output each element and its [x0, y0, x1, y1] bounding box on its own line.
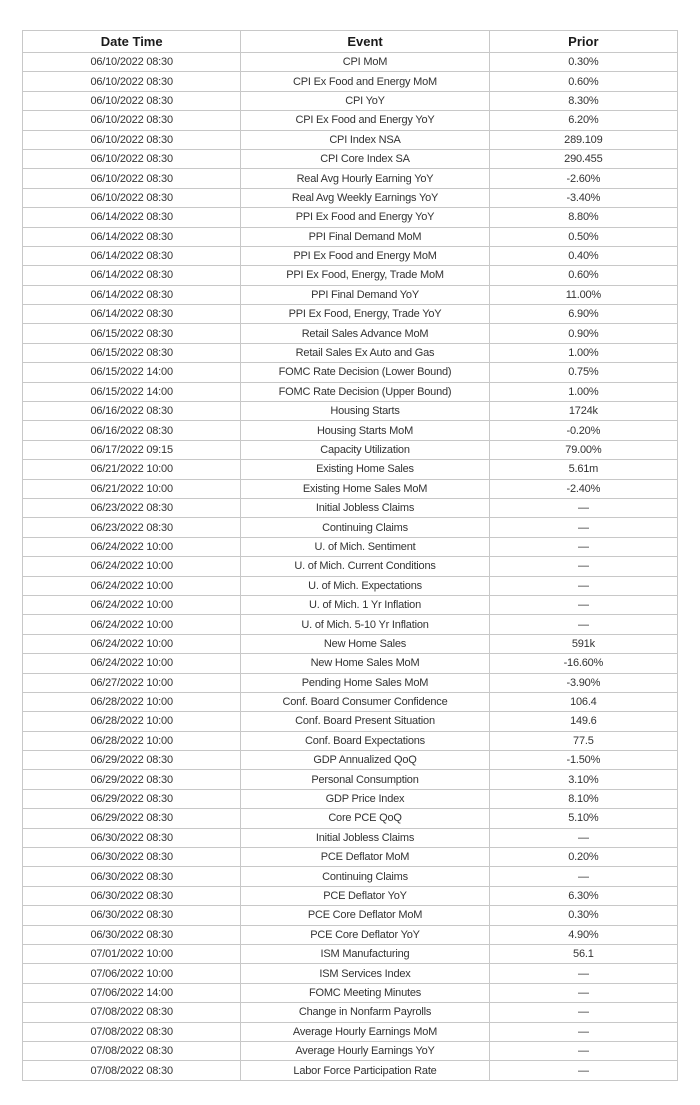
table-row — [23, 111, 678, 130]
cell-prior: 5.61m — [489, 460, 677, 479]
cell-date-time: 06/24/2022 10:00 — [23, 537, 241, 556]
cell-prior: -3.90% — [489, 673, 677, 692]
cell-event: PPI Final Demand MoM — [241, 227, 489, 246]
cell-event: CPI MoM — [241, 53, 489, 72]
cell-prior: 11.00% — [489, 285, 677, 304]
cell-date-time: 06/15/2022 14:00 — [23, 363, 241, 382]
cell-date-time: 06/29/2022 08:30 — [23, 751, 241, 770]
cell-date-time: 06/10/2022 08:30 — [23, 130, 241, 149]
cell-event: FOMC Rate Decision (Upper Bound) — [241, 382, 489, 401]
cell-prior: — — [489, 498, 677, 517]
cell-date-time: 06/28/2022 10:00 — [23, 712, 241, 731]
cell-event: Conf. Board Present Situation — [241, 712, 489, 731]
cell-event: Housing Starts MoM — [241, 421, 489, 440]
cell-date-time: 06/17/2022 09:15 — [23, 440, 241, 459]
table-body — [23, 53, 678, 1081]
table-row — [23, 53, 678, 72]
cell-event: Retail Sales Advance MoM — [241, 324, 489, 343]
cell-event: Housing Starts — [241, 402, 489, 421]
cell-event: Labor Force Participation Rate — [241, 1061, 489, 1080]
cell-date-time: 06/29/2022 08:30 — [23, 770, 241, 789]
cell-event: Existing Home Sales — [241, 460, 489, 479]
cell-event: Continuing Claims — [241, 518, 489, 537]
cell-event: CPI Ex Food and Energy MoM — [241, 72, 489, 91]
table-row — [23, 964, 678, 983]
cell-date-time: 06/10/2022 08:30 — [23, 72, 241, 91]
table-row — [23, 169, 678, 188]
cell-prior: — — [489, 557, 677, 576]
cell-prior: 0.50% — [489, 227, 677, 246]
cell-prior: 4.90% — [489, 925, 677, 944]
table-row — [23, 789, 678, 808]
cell-date-time: 06/16/2022 08:30 — [23, 421, 241, 440]
cell-date-time: 06/23/2022 08:30 — [23, 518, 241, 537]
cell-event: Conf. Board Consumer Confidence — [241, 692, 489, 711]
cell-event: PCE Deflator MoM — [241, 848, 489, 867]
cell-event: Real Avg Hourly Earning YoY — [241, 169, 489, 188]
table-row — [23, 188, 678, 207]
table-row — [23, 983, 678, 1002]
table-row — [23, 848, 678, 867]
cell-prior: -16.60% — [489, 654, 677, 673]
cell-date-time: 06/30/2022 08:30 — [23, 848, 241, 867]
cell-prior: 290.455 — [489, 149, 677, 168]
table-row — [23, 673, 678, 692]
table-row — [23, 557, 678, 576]
column-header-event: Event — [241, 31, 489, 53]
table-row — [23, 751, 678, 770]
cell-event: Capacity Utilization — [241, 440, 489, 459]
table-row — [23, 324, 678, 343]
table-row — [23, 576, 678, 595]
cell-event: ISM Services Index — [241, 964, 489, 983]
table-row — [23, 149, 678, 168]
cell-event: New Home Sales — [241, 634, 489, 653]
cell-event: U. of Mich. 1 Yr Inflation — [241, 595, 489, 614]
cell-event: Initial Jobless Claims — [241, 828, 489, 847]
cell-date-time: 06/24/2022 10:00 — [23, 595, 241, 614]
cell-date-time: 06/16/2022 08:30 — [23, 402, 241, 421]
cell-event: PPI Ex Food and Energy YoY — [241, 208, 489, 227]
table-row — [23, 266, 678, 285]
cell-event: PCE Core Deflator YoY — [241, 925, 489, 944]
cell-date-time: 06/29/2022 08:30 — [23, 809, 241, 828]
table-row — [23, 770, 678, 789]
cell-prior: 6.20% — [489, 111, 677, 130]
cell-date-time: 06/10/2022 08:30 — [23, 188, 241, 207]
cell-date-time: 06/21/2022 10:00 — [23, 479, 241, 498]
cell-prior: — — [489, 1061, 677, 1080]
cell-prior: 0.60% — [489, 266, 677, 285]
cell-event: New Home Sales MoM — [241, 654, 489, 673]
table-row — [23, 246, 678, 265]
cell-date-time: 06/30/2022 08:30 — [23, 828, 241, 847]
cell-prior: 77.5 — [489, 731, 677, 750]
cell-prior: 0.60% — [489, 72, 677, 91]
cell-prior: -2.40% — [489, 479, 677, 498]
cell-prior: -3.40% — [489, 188, 677, 207]
header-row — [23, 31, 678, 53]
table-row — [23, 731, 678, 750]
cell-prior: 8.80% — [489, 208, 677, 227]
cell-prior: 0.30% — [489, 906, 677, 925]
cell-prior: 0.90% — [489, 324, 677, 343]
cell-prior: 0.30% — [489, 53, 677, 72]
cell-date-time: 06/14/2022 08:30 — [23, 285, 241, 304]
cell-date-time: 06/14/2022 08:30 — [23, 305, 241, 324]
cell-event: Continuing Claims — [241, 867, 489, 886]
table-row — [23, 537, 678, 556]
cell-prior: — — [489, 867, 677, 886]
cell-prior: — — [489, 964, 677, 983]
cell-prior: 6.90% — [489, 305, 677, 324]
cell-date-time: 06/30/2022 08:30 — [23, 925, 241, 944]
cell-event: Pending Home Sales MoM — [241, 673, 489, 692]
cell-prior: — — [489, 518, 677, 537]
cell-prior: 56.1 — [489, 944, 677, 963]
cell-prior: — — [489, 828, 677, 847]
cell-event: Existing Home Sales MoM — [241, 479, 489, 498]
cell-event: CPI Core Index SA — [241, 149, 489, 168]
cell-prior: 0.40% — [489, 246, 677, 265]
cell-event: Initial Jobless Claims — [241, 498, 489, 517]
cell-prior: 1724k — [489, 402, 677, 421]
cell-event: U. of Mich. 5-10 Yr Inflation — [241, 615, 489, 634]
table-row — [23, 285, 678, 304]
cell-event: GDP Annualized QoQ — [241, 751, 489, 770]
cell-date-time: 07/08/2022 08:30 — [23, 1041, 241, 1060]
cell-prior: 5.10% — [489, 809, 677, 828]
cell-event: PPI Final Demand YoY — [241, 285, 489, 304]
cell-event: Personal Consumption — [241, 770, 489, 789]
table-row — [23, 1041, 678, 1060]
cell-prior: 1.00% — [489, 382, 677, 401]
cell-prior: — — [489, 537, 677, 556]
cell-date-time: 06/15/2022 14:00 — [23, 382, 241, 401]
table-row — [23, 925, 678, 944]
cell-prior: — — [489, 1003, 677, 1022]
cell-event: PPI Ex Food and Energy MoM — [241, 246, 489, 265]
column-header-date-time: Date Time — [23, 31, 241, 53]
cell-date-time: 06/21/2022 10:00 — [23, 460, 241, 479]
cell-date-time: 06/10/2022 08:30 — [23, 169, 241, 188]
cell-date-time: 06/24/2022 10:00 — [23, 576, 241, 595]
table-row — [23, 208, 678, 227]
cell-prior: 8.10% — [489, 789, 677, 808]
table-row — [23, 1022, 678, 1041]
economic-calendar-table — [22, 30, 678, 1081]
cell-date-time: 07/08/2022 08:30 — [23, 1061, 241, 1080]
table-row — [23, 809, 678, 828]
cell-prior: — — [489, 576, 677, 595]
cell-date-time: 06/10/2022 08:30 — [23, 111, 241, 130]
cell-event: GDP Price Index — [241, 789, 489, 808]
cell-event: CPI YoY — [241, 91, 489, 110]
cell-event: Average Hourly Earnings YoY — [241, 1041, 489, 1060]
cell-date-time: 06/24/2022 10:00 — [23, 557, 241, 576]
cell-event: Real Avg Weekly Earnings YoY — [241, 188, 489, 207]
cell-prior: 106.4 — [489, 692, 677, 711]
cell-event: U. of Mich. Sentiment — [241, 537, 489, 556]
cell-event: Conf. Board Expectations — [241, 731, 489, 750]
cell-date-time: 06/14/2022 08:30 — [23, 246, 241, 265]
column-header-prior: Prior — [489, 31, 677, 53]
cell-prior: — — [489, 1041, 677, 1060]
cell-prior: — — [489, 615, 677, 634]
table-row — [23, 305, 678, 324]
table-row — [23, 615, 678, 634]
cell-date-time: 06/23/2022 08:30 — [23, 498, 241, 517]
cell-date-time: 06/30/2022 08:30 — [23, 906, 241, 925]
table-header — [23, 31, 678, 53]
cell-date-time: 06/27/2022 10:00 — [23, 673, 241, 692]
table-row — [23, 440, 678, 459]
cell-event: CPI Ex Food and Energy YoY — [241, 111, 489, 130]
cell-date-time: 06/30/2022 08:30 — [23, 886, 241, 905]
cell-prior: -1.50% — [489, 751, 677, 770]
cell-prior: — — [489, 1022, 677, 1041]
table-row — [23, 402, 678, 421]
cell-date-time: 06/10/2022 08:30 — [23, 91, 241, 110]
table-row — [23, 1061, 678, 1080]
cell-prior: — — [489, 595, 677, 614]
table-row — [23, 130, 678, 149]
cell-date-time: 06/15/2022 08:30 — [23, 343, 241, 362]
cell-prior: 0.75% — [489, 363, 677, 382]
table-row — [23, 460, 678, 479]
cell-date-time: 07/08/2022 08:30 — [23, 1003, 241, 1022]
cell-prior: 1.00% — [489, 343, 677, 362]
table-row — [23, 1003, 678, 1022]
table-row — [23, 634, 678, 653]
cell-event: U. of Mich. Current Conditions — [241, 557, 489, 576]
table-row — [23, 712, 678, 731]
cell-date-time: 06/29/2022 08:30 — [23, 789, 241, 808]
table-row — [23, 91, 678, 110]
table-row — [23, 906, 678, 925]
table-row — [23, 227, 678, 246]
cell-date-time: 06/10/2022 08:30 — [23, 53, 241, 72]
cell-date-time: 06/30/2022 08:30 — [23, 867, 241, 886]
cell-event: Retail Sales Ex Auto and Gas — [241, 343, 489, 362]
cell-event: PPI Ex Food, Energy, Trade MoM — [241, 266, 489, 285]
cell-event: Average Hourly Earnings MoM — [241, 1022, 489, 1041]
table-row — [23, 595, 678, 614]
table-row — [23, 382, 678, 401]
cell-prior: 149.6 — [489, 712, 677, 731]
table-row — [23, 479, 678, 498]
table-row — [23, 654, 678, 673]
cell-prior: 8.30% — [489, 91, 677, 110]
cell-event: PPI Ex Food, Energy, Trade YoY — [241, 305, 489, 324]
cell-event: PCE Core Deflator MoM — [241, 906, 489, 925]
cell-date-time: 06/28/2022 10:00 — [23, 692, 241, 711]
table-row — [23, 498, 678, 517]
cell-date-time: 06/14/2022 08:30 — [23, 208, 241, 227]
cell-prior: 0.20% — [489, 848, 677, 867]
cell-date-time: 06/24/2022 10:00 — [23, 615, 241, 634]
table-row — [23, 518, 678, 537]
table-row — [23, 363, 678, 382]
table-row — [23, 828, 678, 847]
cell-prior: 3.10% — [489, 770, 677, 789]
cell-date-time: 06/28/2022 10:00 — [23, 731, 241, 750]
cell-event: ISM Manufacturing — [241, 944, 489, 963]
cell-prior: 79.00% — [489, 440, 677, 459]
cell-event: Core PCE QoQ — [241, 809, 489, 828]
cell-prior: 591k — [489, 634, 677, 653]
cell-date-time: 07/06/2022 10:00 — [23, 964, 241, 983]
cell-date-time: 06/14/2022 08:30 — [23, 266, 241, 285]
cell-event: Change in Nonfarm Payrolls — [241, 1003, 489, 1022]
cell-prior: 289.109 — [489, 130, 677, 149]
cell-event: U. of Mich. Expectations — [241, 576, 489, 595]
table-row — [23, 421, 678, 440]
cell-date-time: 06/14/2022 08:30 — [23, 227, 241, 246]
cell-prior: -2.60% — [489, 169, 677, 188]
cell-prior: -0.20% — [489, 421, 677, 440]
cell-date-time: 06/24/2022 10:00 — [23, 654, 241, 673]
cell-date-time: 06/15/2022 08:30 — [23, 324, 241, 343]
cell-date-time: 07/08/2022 08:30 — [23, 1022, 241, 1041]
table-row — [23, 72, 678, 91]
cell-date-time: 07/06/2022 14:00 — [23, 983, 241, 1002]
cell-event: CPI Index NSA — [241, 130, 489, 149]
cell-event: FOMC Rate Decision (Lower Bound) — [241, 363, 489, 382]
cell-prior: — — [489, 983, 677, 1002]
table-row — [23, 867, 678, 886]
cell-date-time: 06/10/2022 08:30 — [23, 149, 241, 168]
cell-date-time: 06/24/2022 10:00 — [23, 634, 241, 653]
table-row — [23, 343, 678, 362]
table-row — [23, 886, 678, 905]
cell-date-time: 07/01/2022 10:00 — [23, 944, 241, 963]
table-row — [23, 944, 678, 963]
table-row — [23, 692, 678, 711]
cell-event: PCE Deflator YoY — [241, 886, 489, 905]
cell-prior: 6.30% — [489, 886, 677, 905]
cell-event: FOMC Meeting Minutes — [241, 983, 489, 1002]
